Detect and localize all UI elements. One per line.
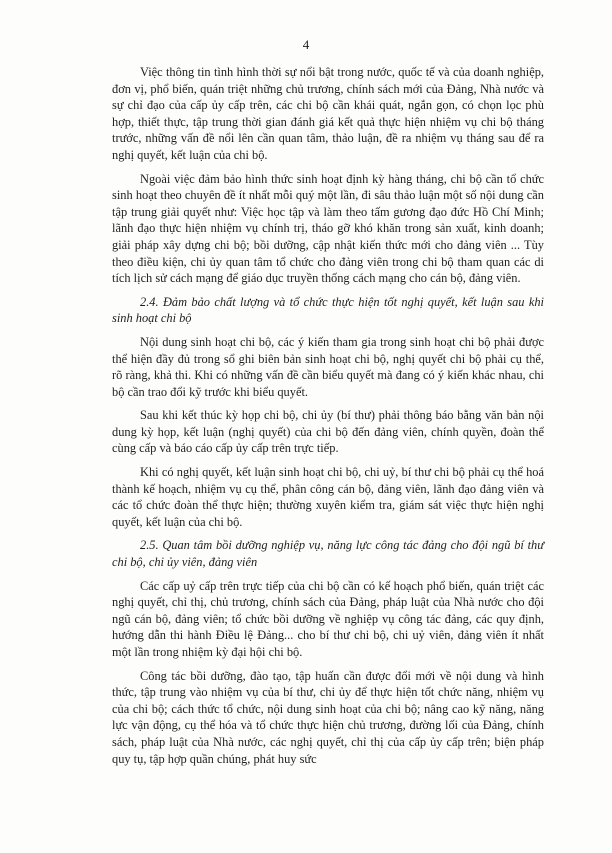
document-body — [112, 64, 544, 774]
paragraph-meeting-content: Nội dung sinh hoạt chi bộ, các ý kiến tham gia trong sinh hoạt chi bộ phải được thể hiện đầy đủ trong sổ ghi biên bản sinh hoạt chi bộ, nghị quyết chi bộ phải cụ thể, rõ ràng, khả thi. Khi có những vấn đề cần biểu quyết mà đang có ý kiến khác nhau, chi bộ cần trao đổi kỹ trước khi biểu quyết. — [112, 334, 544, 399]
section-heading-2-4: 2.4. Đảm bảo chất lượng và tổ chức thực hiện tốt nghị quyết, kết luận sau khi sinh hoạt chi bộ — [112, 294, 544, 326]
section-heading-2-5: 2.5. Quan tâm bồi dưỡng nghiệp vụ, năng lực công tác đảng cho đội ngũ bí thư chi bộ, chi ủy viên, đảng viên — [112, 538, 544, 570]
paragraph-meeting-notice: Sau khi kết thúc kỳ họp chi bộ, chi ủy (bí thư) phải thông báo bằng văn bản nội dung kỳ họp, kết luận (nghị quyết) của chi bộ đến đảng viên, chính quyền, đoàn thể cùng cấp và báo cáo cấp ủy cấp trên trực tiếp. — [112, 408, 544, 456]
paragraph-training-innovation: Công tác bồi dưỡng, đào tạo, tập huấn cần được đổi mới về nội dung và hình thức, tập trung vào nhiệm vụ của bí thư, chi ủy để thực hiện tốt chức năng, nhiệm vụ của chi bộ; cách thức tổ chức, nội dung sinh hoạt của chi bộ; nâng cao kỹ năng, năng lực vận động, cụ thể hóa và tổ chức thực hiện chủ trương, đường lối của Đảng, chính sách, pháp luật của Nhà nước, các nghị quyết, chỉ thị của cấp ủy cấp trên; biện pháp quy tụ, tập hợp quần chúng, phát huy sức — [112, 668, 544, 766]
paragraph-news-briefing: Việc thông tin tình hình thời sự nổi bật trong nước, quốc tế và của doanh nghiệp, đơn vị, phổ biến, quán triệt những chủ trương, chính sách mới của Đảng, Nhà nước và sự chỉ đạo của cấp ủy cấp trên, các chi bộ cần khái quát, ngắn gọn, có chọn lọc phù hợp, thiết thực, tập trung thời gian đánh giá kết quả thực hiện nhiệm vụ chi bộ tháng trước, những vấn đề nổi lên cần quan tâm, thảo luận, đề ra nhiệm vụ tháng sau để ra nghị quyết, kết luận của chi bộ. — [112, 65, 544, 162]
page-number: 4 — [302, 37, 310, 52]
paragraph-training-plan: Các cấp uỷ cấp trên trực tiếp của chi bộ cần có kế hoạch phổ biến, quán triệt các nghị quyết, chỉ thị, chủ trương, chính sách của Đảng, pháp luật của Nhà nước cho đội ngũ cán bộ, đảng viên; tổ chức bồi dưỡng về nghiệp vụ công tác đảng, các quy định, hướng dẫn thi hành Điều lệ Đảng... cho bí thư chi bộ, chi uỷ viên, đảng viên ít nhất một lần trong nhiệm kỳ đại hội chi bộ. — [112, 578, 544, 659]
paragraph-resolution-implementation: Khi có nghị quyết, kết luận sinh hoạt chi bộ, chi uỷ, bí thư chi bộ phải cụ thể hoá thành kế hoạch, nhiệm vụ cụ thể, phân công cán bộ, đảng viên, lãnh đạo đảng viên và các tổ chức đoàn thể thực hiện; thường xuyên kiểm tra, giám sát việc thực hiện nghị quyết, kết luận của chi bộ. — [112, 465, 544, 529]
paragraph-thematic-meetings: Ngoài việc đảm bảo hình thức sinh hoạt định kỳ hàng tháng, chi bộ cần tổ chức sinh hoạt theo chuyên đề ít nhất mỗi quý một lần, đi sâu thảo luận một số nội dung cần tập trung giải quyết như: Việc học tập và làm theo tấm gương đạo đức Hồ Chí Minh; lãnh đạo thực hiện nhiệm vụ chính trị, tháo gỡ khó khăn trong sản xuất, kinh doanh; giải pháp xây dựng chi bộ; bồi dưỡng, cập nhật kiến thức mới cho đảng viên ... Tùy theo điều kiện, chi ủy quan tâm tổ chức cho đảng viên trong chi bộ tham quan các di tích lịch sử cách mạng để giáo dục truyền thống cách mạng cho cán bộ, đảng viên. — [112, 171, 544, 286]
